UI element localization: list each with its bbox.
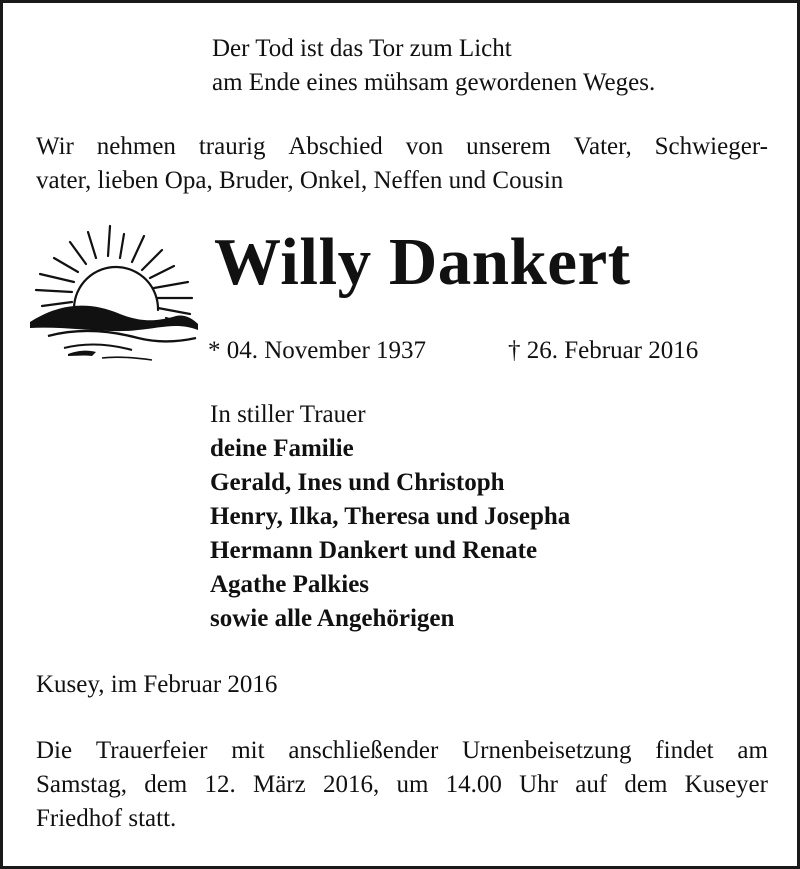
funeral-line-2: Samstag, dem 12. März 2016, um 14.00 Uhr auf dem Kuseyer (36, 771, 768, 798)
mourners-heading: In stiller Trauer (210, 401, 366, 428)
intro-line-2: vater, lieben Opa, Bruder, Onkel, Neffen und Cousin (36, 167, 564, 194)
place-date: Kusey, im Februar 2016 (36, 671, 278, 698)
deceased-name: Willy Dankert (214, 225, 631, 299)
mourner-line: Henry, Ilka, Theresa und Josepha (210, 503, 571, 530)
death-date: † 26. Februar 2016 (508, 337, 699, 364)
mourner-line: Hermann Dankert und Renate (210, 537, 538, 564)
motto-line-2: am Ende eines mühsam gewordenen Weges. (212, 69, 656, 96)
motto-line-1: Der Tod ist das Tor zum Licht (212, 35, 512, 62)
sunrise-over-hills-icon (28, 218, 200, 368)
mourner-line: sowie alle Angehörigen (210, 605, 455, 632)
mourner-line: Gerald, Ines und Christoph (210, 469, 505, 496)
birth-date: * 04. November 1937 (208, 337, 427, 364)
mourner-line: Agathe Palkies (210, 571, 370, 598)
funeral-line-3: Friedhof statt. (36, 805, 177, 832)
mourner-line: deine Familie (210, 435, 354, 462)
intro-line-1: Wir nehmen traurig Abschied von unserem Vater, Schwieger- (36, 133, 768, 160)
funeral-line-1: Die Trauerfeier mit anschließender Urnenbeisetzung findet am (36, 737, 768, 764)
